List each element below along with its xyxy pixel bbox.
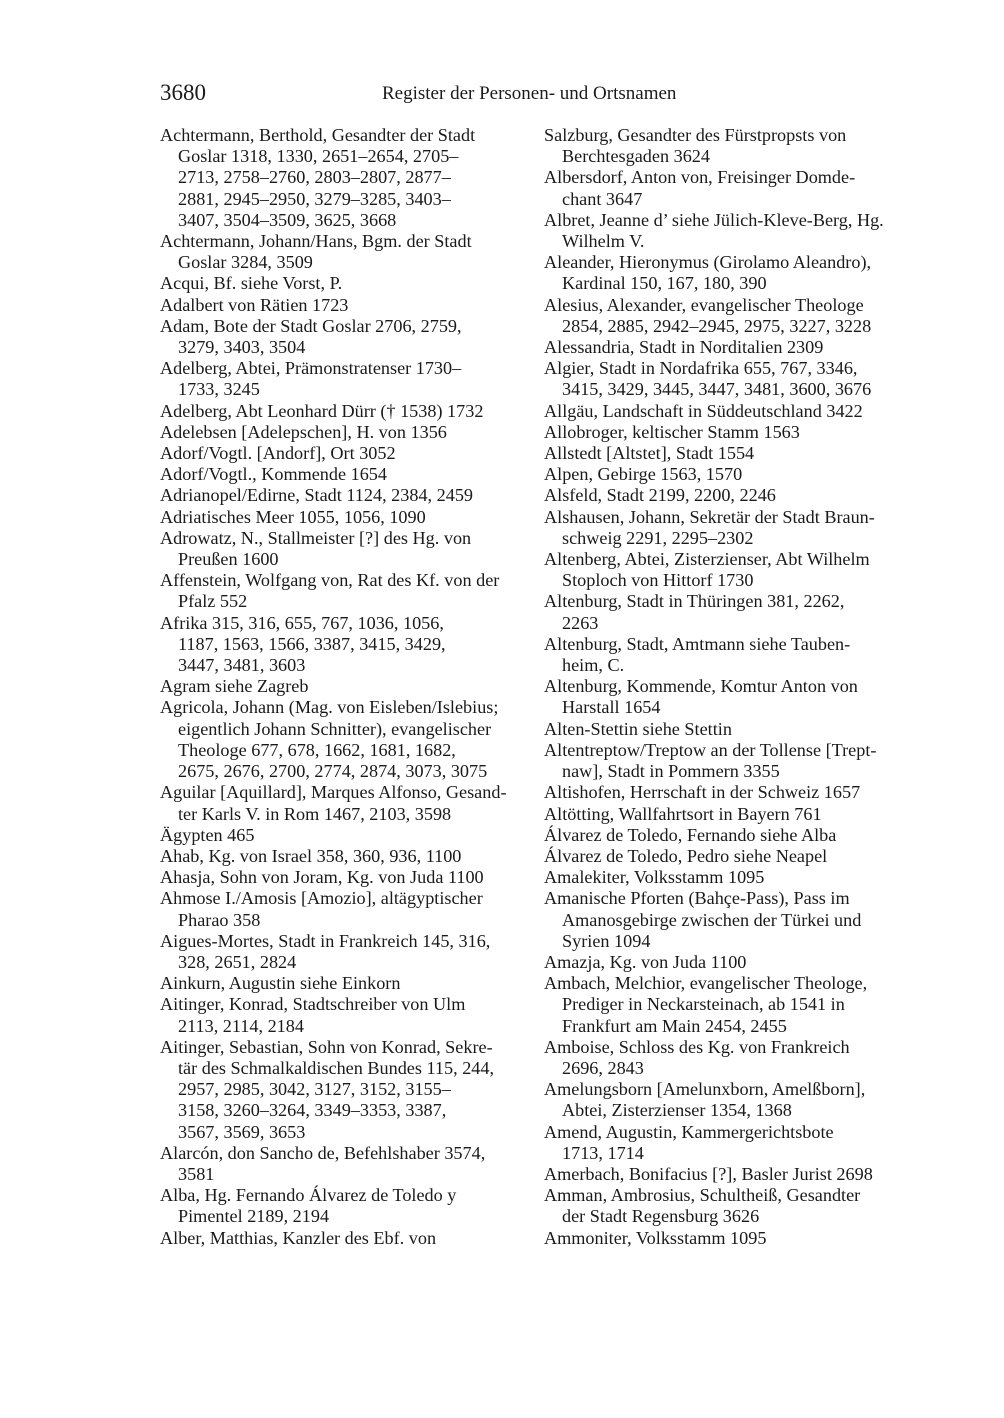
index-entry-line: Amman, Ambrosius, Schultheiß, Gesandter [544, 1185, 861, 1206]
index-entry-line: Altenberg, Abtei, Zisterzienser, Abt Wilhelm [544, 549, 870, 570]
index-entry-line: 328, 2651, 2824 [178, 951, 297, 972]
index-entry-line: 3158, 3260–3264, 3349–3353, 3387, [178, 1100, 447, 1121]
index-entry-line: Alsfeld, Stadt 2199, 2200, 2246 [544, 485, 776, 506]
index-entry [160, 464, 530, 485]
running-title: Register der Personen- und Ortsnamen [382, 83, 677, 104]
index-entry-line: Goslar 3284, 3509 [178, 252, 313, 273]
index-entry-line: Allobroger, keltischer Stamm 1563 [544, 421, 800, 442]
index-entry-line: Amanosgebirge zwischen der Türkei und [562, 909, 862, 930]
index-entry-line: Amend, Augustin, Kammergerichtsbote [544, 1121, 834, 1142]
index-entry [160, 697, 530, 782]
index-entry [544, 443, 912, 464]
index-entry-line: 1187, 1563, 1566, 3387, 3415, 3429, [178, 633, 446, 654]
index-entry [544, 740, 912, 782]
index-entry [160, 888, 530, 930]
index-entry [160, 782, 530, 824]
index-entry-line: Amboise, Schloss des Kg. von Frankreich [544, 1036, 850, 1057]
index-entry [160, 231, 530, 273]
index-entry [544, 1079, 912, 1121]
index-entry [160, 1228, 530, 1249]
index-entry [544, 782, 912, 803]
index-entry-line: schweig 2291, 2295–2302 [562, 527, 754, 548]
index-entry-line: Ambach, Melchior, evangelischer Theologe, [544, 973, 868, 994]
index-entry-line: Salzburg, Gesandter des Fürstpropsts von [544, 125, 847, 145]
index-entry [544, 867, 912, 888]
index-entry-line: tär des Schmalkaldischen Bundes 115, 244, [178, 1057, 495, 1078]
page-header [160, 78, 904, 110]
index-entry-line: Pharao 358 [178, 909, 261, 930]
index-entry-line: Prediger in Neckarsteinach, ab 1541 in [562, 994, 845, 1015]
index-entry-line: Ahab, Kg. von Israel 358, 360, 936, 1100 [160, 845, 462, 866]
index-entry [544, 1185, 912, 1227]
index-entry [544, 485, 912, 506]
index-entry-line: Goslar 1318, 1330, 2651–2654, 2705– [178, 146, 459, 167]
index-entry-line: eigentlich Johann Schnitter), evangelischer [178, 718, 492, 739]
index-entry [544, 676, 912, 718]
index-entry-line: Ahmose I./Amosis [Amozio], altägyptischer [160, 888, 483, 909]
index-entry-line: Amelungsborn [Amelunxborn, Amelßborn], [544, 1079, 866, 1100]
index-entry-line: Altenburg, Stadt in Thüringen 381, 2262, [544, 591, 845, 612]
index-entry-line: Adalbert von Rätien 1723 [160, 294, 349, 315]
index-entry-line: Álvarez de Toledo, Fernando siehe Alba [544, 824, 837, 845]
index-entry-line: Frankfurt am Main 2454, 2455 [562, 1015, 787, 1036]
index-entry-line: Aitinger, Sebastian, Sohn von Konrad, Sekre- [160, 1036, 493, 1057]
index-entry [544, 1122, 912, 1164]
index-entry-line: naw], Stadt in Pommern 3355 [562, 761, 780, 782]
index-entry [544, 591, 912, 633]
index-entry [160, 316, 530, 358]
index-entry [160, 485, 530, 506]
index-entry [160, 1185, 530, 1227]
index-entry-line: 3447, 3481, 3603 [178, 655, 306, 676]
index-entry-line: Pimentel 2189, 2194 [178, 1206, 330, 1227]
index-entry-line: 2957, 2985, 3042, 3127, 3152, 3155– [178, 1079, 451, 1100]
index-entry [160, 528, 530, 570]
index-entry-line: Adelberg, Abtei, Prämonstratenser 1730– [160, 358, 462, 379]
index-entry-line: Adrowatz, N., Stallmeister [?] des Hg. von [160, 527, 472, 548]
index-entry-line: Adriatisches Meer 1055, 1056, 1090 [160, 506, 426, 527]
index-entry-line: 2713, 2758–2760, 2803–2807, 2877– [178, 167, 451, 188]
index-entry-line: Adam, Bote der Stadt Goslar 2706, 2759, [160, 315, 462, 336]
index-entry [160, 1037, 530, 1143]
index-entry [160, 422, 530, 443]
index-entry-line: 2854, 2885, 2942–2945, 2975, 3227, 3228 [562, 315, 872, 336]
index-entry-line: ter Karls V. in Rom 1467, 2103, 3598 [178, 803, 452, 824]
index-entry [160, 676, 530, 697]
index-entry-line: Theologe 677, 678, 1662, 1681, 1682, [178, 739, 456, 760]
index-entry-line: Adrianopel/Edirne, Stadt 1124, 2384, 2459 [160, 485, 474, 506]
index-entry [544, 125, 912, 167]
index-entry-line: Amalekiter, Volksstamm 1095 [544, 867, 765, 888]
index-entry-line: Stoploch von Hittorf 1730 [562, 570, 754, 591]
index-entry-line: Abtei, Zisterzienser 1354, 1368 [562, 1100, 792, 1121]
index-entry [544, 167, 912, 209]
index-entry [160, 570, 530, 612]
index-entry-line: 1713, 1714 [562, 1142, 644, 1163]
index-entry-line: Afrika 315, 316, 655, 767, 1036, 1056, [160, 612, 444, 633]
index-entry-line: Albret, Jeanne d’ siehe Jülich-Kleve-Berg, Hg. [544, 209, 884, 230]
index-entry-line: Berchtesgaden 3624 [562, 146, 710, 167]
index-entry-line: 3279, 3403, 3504 [178, 337, 306, 358]
index-entry-line: Allgäu, Landschaft in Süddeutschland 3422 [544, 400, 863, 421]
index-entry-line: Alessandria, Stadt in Norditalien 2309 [544, 337, 824, 358]
index-entry-line: Ägypten 465 [160, 824, 255, 845]
index-entry [544, 401, 912, 422]
index-entry [160, 1143, 530, 1185]
index-entry-line: Altötting, Wallfahrtsort in Bayern 761 [544, 803, 822, 824]
index-entry [544, 295, 912, 337]
index-entry-line: Alshausen, Johann, Sekretär der Stadt Braun- [544, 506, 875, 527]
index-entry-line: der Stadt Regensburg 3626 [562, 1206, 760, 1227]
index-entry-line: Alber, Matthias, Kanzler des Ebf. von [160, 1227, 437, 1248]
index-entry-line: 2881, 2945–2950, 3279–3285, 3403– [178, 188, 451, 209]
index-entry [160, 825, 530, 846]
index-entry [544, 252, 912, 294]
index-entry [160, 273, 530, 294]
index-entry-line: 3407, 3504–3509, 3625, 3668 [178, 209, 397, 230]
index-entry-line: Altenburg, Kommende, Komtur Anton von [544, 676, 858, 697]
index-entry-line: Ahasja, Sohn von Joram, Kg. von Juda 1100 [160, 867, 484, 888]
index-entry [544, 952, 912, 973]
index-entry [160, 401, 530, 422]
index-entry [160, 443, 530, 464]
index-entry-line: Adelebsen [Adelepschen], H. von 1356 [160, 421, 447, 442]
index-entry-line: Acqui, Bf. siehe Vorst, P. [160, 273, 343, 294]
index-entry-line: 2113, 2114, 2184 [178, 1015, 304, 1036]
index-entry-line: Adorf/Vogtl. [Andorf], Ort 3052 [160, 443, 396, 464]
index-entry-line: chant 3647 [562, 188, 643, 209]
index-entry-line: Algier, Stadt in Nordafrika 655, 767, 3346, [544, 358, 858, 379]
index-entry-line: Preußen 1600 [178, 549, 279, 570]
index-entry [544, 973, 912, 1037]
index-entry-line: Alba, Hg. Fernando Álvarez de Toledo y [160, 1185, 457, 1206]
index-entry-line: Altenburg, Stadt, Amtmann siehe Tauben- [544, 633, 851, 654]
index-entry-line: Kardinal 150, 167, 180, 390 [562, 273, 767, 294]
index-entry [544, 825, 912, 846]
index-entry [160, 973, 530, 994]
index-column-left [160, 125, 530, 1249]
index-entry [160, 358, 530, 400]
index-entry-line: Ammoniter, Volksstamm 1095 [544, 1227, 767, 1248]
index-entry-line: heim, C. [562, 655, 625, 676]
index-entry-line: Alten-Stettin siehe Stettin [544, 718, 732, 739]
index-entry-line: Ainkurn, Augustin siehe Einkorn [160, 973, 401, 994]
index-entry [544, 464, 912, 485]
index-entry [160, 125, 530, 231]
index-entry-line: 2696, 2843 [562, 1057, 644, 1078]
index-entry-line: Amerbach, Bonifacius [?], Basler Jurist 2698 [544, 1163, 873, 1184]
index-entry-line: 2675, 2676, 2700, 2774, 2874, 3073, 3075 [178, 761, 488, 782]
index-entry-line: 3415, 3429, 3445, 3447, 3481, 3600, 3676 [562, 379, 872, 400]
index-entry-line: Amazja, Kg. von Juda 1100 [544, 951, 747, 972]
index-entry-line: Agram siehe Zagreb [160, 676, 309, 697]
index-entry-line: Achtermann, Johann/Hans, Bgm. der Stadt [160, 231, 472, 252]
index-entry [160, 931, 530, 973]
index-entry-line: Aigues-Mortes, Stadt in Frankreich 145, 316, [160, 930, 491, 951]
index-entry-line: Altishofen, Herrschaft in der Schweiz 1657 [544, 782, 861, 803]
index-entry [544, 358, 912, 400]
index-entry-line: Aguilar [Aquillard], Marques Alfonso, Gesand- [160, 782, 507, 803]
index-entry [544, 210, 912, 252]
index-entry-line: Wilhelm V. [562, 231, 645, 252]
index-entry [544, 549, 912, 591]
index-entry [544, 1228, 912, 1249]
index-entry-line: Adelberg, Abt Leonhard Dürr († 1538) 1732 [160, 400, 484, 421]
page-number: 3680 [160, 80, 206, 105]
index-entry-line: Allstedt [Altstet], Stadt 1554 [544, 443, 755, 464]
index-entry-line: 2263 [562, 612, 599, 633]
index-entry-line: Syrien 1094 [562, 930, 651, 951]
index-entry-line: Altentreptow/Treptow an der Tollense [Trept- [544, 739, 877, 760]
index-column-right [544, 125, 912, 1249]
index-entry-line: Aleander, Hieronymus (Girolamo Aleandro), [544, 252, 872, 273]
index-entry [544, 422, 912, 443]
index-entry [544, 634, 912, 676]
index-entry-line: 3581 [178, 1163, 215, 1184]
index-entry [160, 295, 530, 316]
index-entry [544, 1164, 912, 1185]
index-entry-line: Adorf/Vogtl., Kommende 1654 [160, 464, 387, 485]
index-entry [544, 804, 912, 825]
index-entry-line: Alesius, Alexander, evangelischer Theologe [544, 294, 864, 315]
index-entry [160, 846, 530, 867]
index-entry-line: Amanische Pforten (Bahçe-Pass), Pass im [544, 888, 850, 909]
index-entry [544, 507, 912, 549]
index-entry-line: Achtermann, Berthold, Gesandter der Stadt [160, 125, 476, 145]
index-entry-line: Harstall 1654 [562, 697, 661, 718]
index-entry-line: 3567, 3569, 3653 [178, 1121, 306, 1142]
index-entry-line: Alarcón, don Sancho de, Befehlshaber 3574, [160, 1142, 486, 1163]
index-entry [544, 846, 912, 867]
index-entry-line: 1733, 3245 [178, 379, 260, 400]
index-entry [160, 994, 530, 1036]
index-entry-line: Agricola, Johann (Mag. von Eisleben/Islebius; [160, 697, 499, 718]
index-entry-line: Affenstein, Wolfgang von, Rat des Kf. von der [160, 570, 500, 591]
index-entry-line: Pfalz 552 [178, 591, 248, 612]
index-entry-line: Aitinger, Konrad, Stadtschreiber von Ulm [160, 994, 466, 1015]
index-entry [544, 337, 912, 358]
index-entry [544, 888, 912, 952]
index-entry [160, 867, 530, 888]
index-entry-line: Alpen, Gebirge 1563, 1570 [544, 464, 743, 485]
index-entry [160, 613, 530, 677]
index-entry [544, 1037, 912, 1079]
index-entry-line: Albersdorf, Anton von, Freisinger Domde- [544, 167, 856, 188]
index-entry [544, 719, 912, 740]
index-entry-line: Álvarez de Toledo, Pedro siehe Neapel [544, 845, 828, 866]
index-entry [160, 507, 530, 528]
